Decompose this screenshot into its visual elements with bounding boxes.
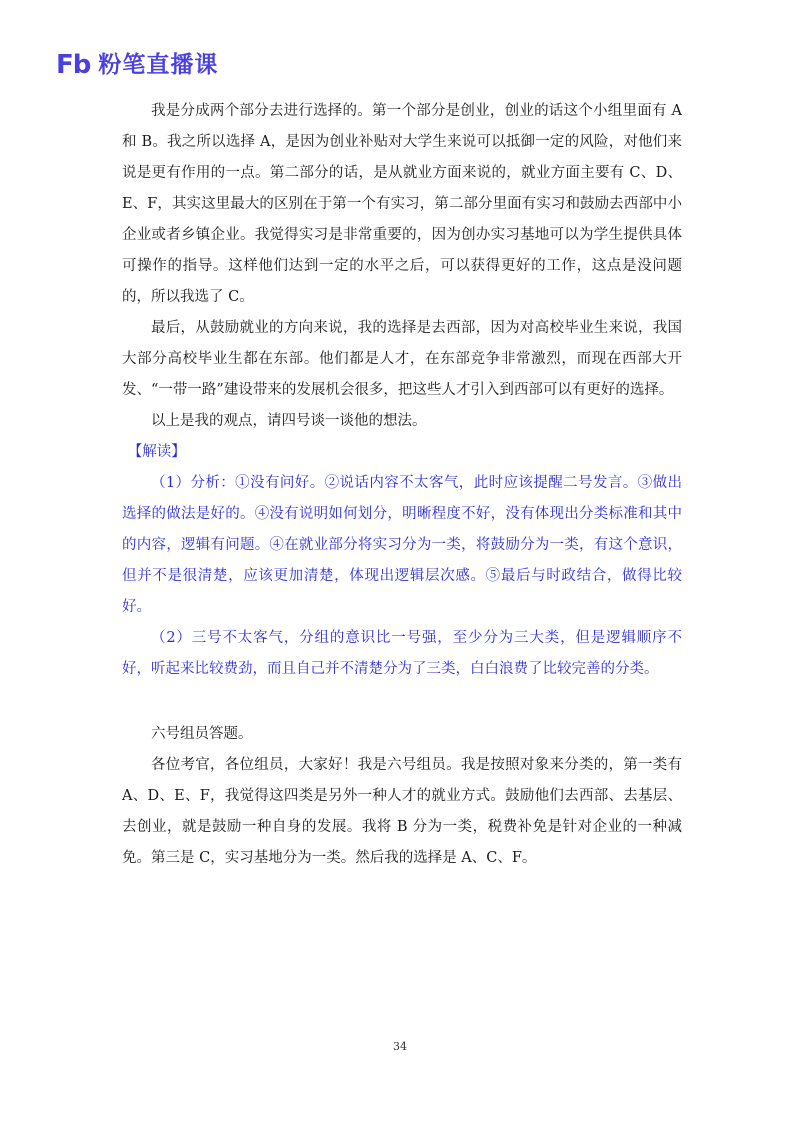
paragraph-answer-part2: 最后，从鼓励就业的方向来说，我的选择是去西部，因为对高校毕业生来说，我国大部分高校毕业生都在东部。他们都是人才，在东部竞争非常激烈，而现在西部大开发、“一带一路”建设带来的发展机会很多，把这些人才引入到西部可以有更好的选择。 bbox=[122, 320, 682, 398]
brand-logo-icon: Fb bbox=[56, 50, 91, 80]
brand-name: 粉笔直播课 bbox=[98, 51, 219, 78]
paragraph-answer-part1: 我是分成两个部分去进行选择的。第一个部分是创业，创业的话这个小组里面有 A 和 B。我之所以选择 A，是因为创业补贴对大学生来说可以抵御一定的风险，对他们来说是更有作用的一点。第二部分的话，是从就业方面来说的，就业方面主要有 C、D、E、F，其实这里最大的区别在于第一个有实习，第二部分里面有实习和鼓励去西部中小企业或者乡镇企业。我觉得实习是非常重要的，因为创办实习基地可以为学生提供具体可操作的指导。这样他们达到一定的水平之后，可以获得更好的工作，这点是没问题的，所以我选了 C。 bbox=[122, 103, 682, 305]
section-spacer bbox=[122, 685, 682, 719]
header-logo bbox=[56, 52, 218, 78]
paragraph-member-six-intro: 六号组员答题。 bbox=[151, 726, 253, 742]
paragraph-member-six-answer: 各位考官，各位组员，大家好！我是六号组员。我是按照对象来分类的，第一类有 A、D、E、F，我觉得这四类是另外一种人才的就业方式。鼓励他们去西部、去基层、去创业，就是鼓励一种自身的发展。我将 B 分为一类，税费补免是针对企业的一种减免。第三是 C，实习基地分为一类。然后我的选择是 A、C、F。 bbox=[122, 757, 682, 866]
document-body bbox=[122, 96, 682, 874]
page-number: 34 bbox=[393, 1040, 407, 1053]
interpretation-analysis-2: （2）三号不太客气，分组的意识比一号强，至少分为三大类，但是逻辑顺序不好，听起来比较费劲，而且自己并不清楚分为了三类，白白浪费了比较完善的分类。 bbox=[122, 630, 682, 677]
interpretation-label: 【解读】 bbox=[127, 444, 186, 460]
interpretation-analysis-1: （1）分析：①没有问好。②说话内容不太客气，此时应该提醒二号发言。③做出选择的做法是好的。④没有说明如何划分，明晰程度不好，没有体现出分类标准和其中的内容，逻辑有问题。④在就业部分将实习分为一类，将鼓励分为一类，有这个意识，但并不是很清楚，应该更加清楚，体现出逻辑层次感。⑤最后与时政结合，做得比较好。 bbox=[122, 475, 682, 615]
paragraph-handover: 以上是我的观点，请四号谈一谈他的想法。 bbox=[151, 413, 427, 429]
